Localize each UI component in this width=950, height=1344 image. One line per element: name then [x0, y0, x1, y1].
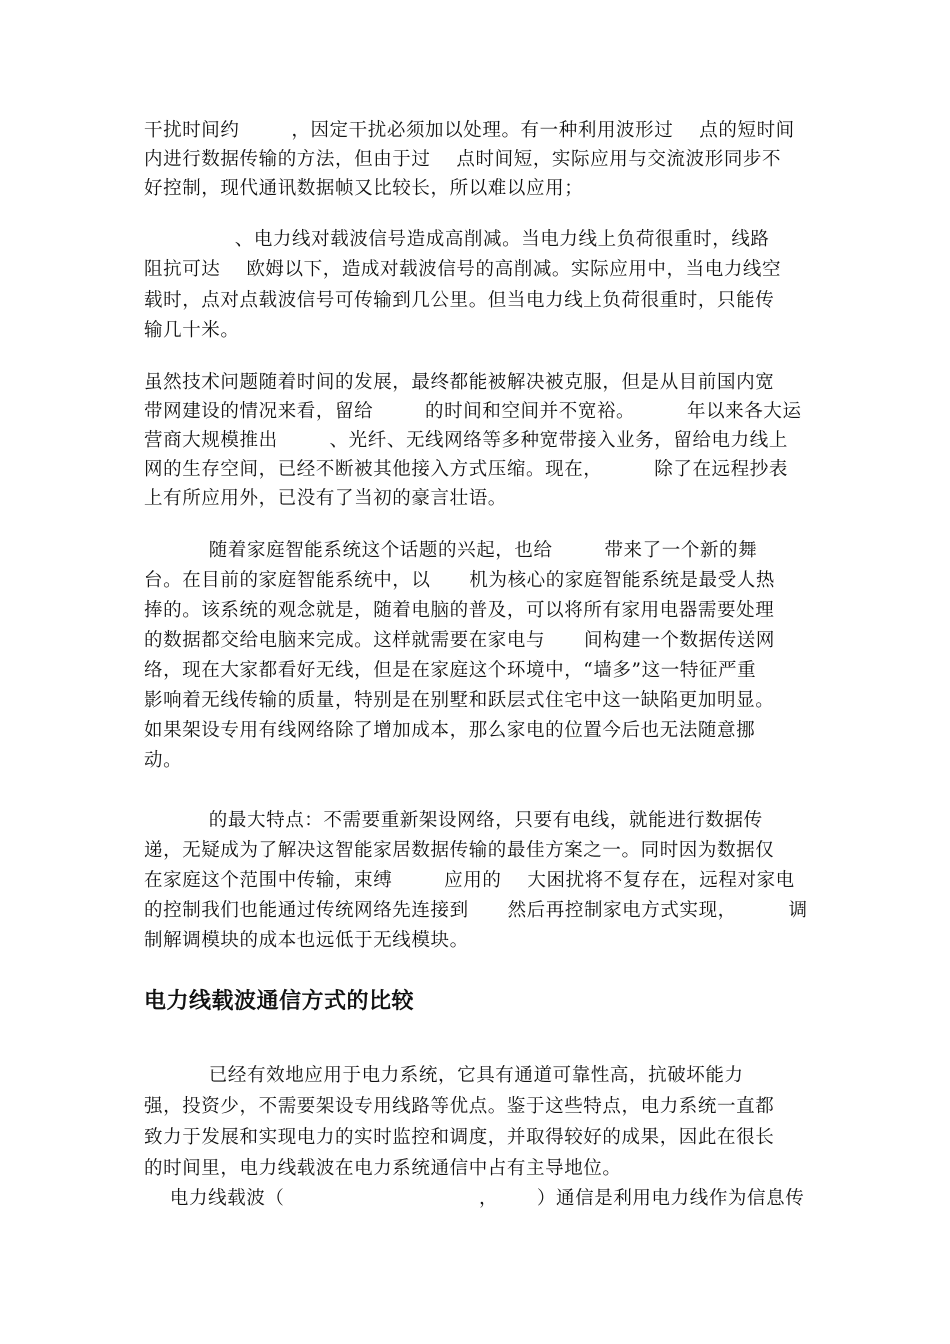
text-line: 电力线载波（ ， ）通信是利用电力线作为信息传 — [144, 1188, 805, 1209]
text-line: 的控制我们也能通过传统网络先连接到 然后再控制家电方式实现， 调 — [144, 900, 808, 921]
text-line: 强，投资少，不需要架设专用线路等优点。鉴于这些特点，电力系统一直都 — [144, 1096, 775, 1117]
text-line: 好控制，现代通讯数据帧又比较长，所以难以应用； — [144, 178, 584, 199]
text-line: 网的生存空间，已经不断被其他接入方式压缩。现在， 除了在远程抄表 — [144, 459, 788, 480]
text-line: 影响着无线传输的质量，特别是在别墅和跃层式住宅中这一缺陷更加明显。 — [144, 690, 775, 711]
text-line: 台。在目前的家庭智能系统中，以 机为核心的家庭智能系统是最受人热 — [144, 570, 775, 591]
text-line: 干扰时间约 ，因定干扰必须加以处理。有一种利用波形过 点的短时间 — [144, 120, 795, 141]
text-line: 的时间里，电力线载波在电力系统通信中占有主导地位。 — [144, 1158, 622, 1179]
text-line: 内进行数据传输的方法，但由于过 点时间短，实际应用与交流波形同步不 — [144, 149, 782, 170]
text-line: 如果架设专用有线网络除了增加成本，那么家电的位置今后也无法随意挪 — [144, 720, 756, 741]
text-line: 虽然技术问题随着时间的发展，最终都能被解决被克服，但是从目前国内宽 — [144, 372, 775, 393]
text-line: 输几十米。 — [144, 320, 240, 341]
text-line: 在家庭这个范围中传输，束缚 应用的 大困扰将不复存在，远程对家电 — [144, 870, 795, 891]
text-line: 已经有效地应用于电力系统，它具有通道可靠性高，抗破坏能力 — [144, 1065, 744, 1086]
text-line: 阻抗可达 欧姆以下，造成对载波信号的高削减。实际应用中，当电力线空 — [144, 259, 782, 280]
text-line: 递，无疑成为了解决这智能家居数据传输的最佳方案之一。同时因为数据仅 — [144, 840, 775, 861]
text-line: 随着家庭智能系统这个话题的兴起，也给 带来了一个新的舞 — [144, 540, 758, 561]
text-line: 的数据都交给电脑来完成。这样就需要在家电与 间构建一个数据传送网 — [144, 630, 775, 651]
section-heading: 电力线载波通信方式的比较 — [144, 989, 415, 1014]
text-line: 制解调模块的成本也远低于无线模块。 — [144, 930, 469, 951]
text-line: 捧的。该系统的观念就是，随着电脑的普及，可以将所有家用电器需要处理 — [144, 600, 775, 621]
text-line: 动。 — [144, 750, 183, 771]
text-line: 络，现在大家都看好无线，但是在家庭这个环境中，“墙多”这一特征严重 — [144, 660, 757, 681]
text-line: 的最大特点：不需要重新架设网络，只要有电线，就能进行数据传 — [144, 810, 763, 831]
text-line: 、电力线对载波信号造成高削减。当电力线上负荷很重时，线路 — [144, 229, 770, 250]
text-line: 载时，点对点载波信号可传输到几公里。但当电力线上负荷很重时，只能传 — [144, 290, 775, 311]
text-line: 上有所应用外，已没有了当初的豪言壮语。 — [144, 488, 507, 509]
text-line: 致力于发展和实现电力的实时监控和调度，并取得较好的成果，因此在很长 — [144, 1127, 775, 1148]
text-line: 带网建设的情况来看，留给 的时间和空间并不宽裕。 年以来各大运 — [144, 401, 802, 422]
text-line: 营商大规模推出 、光纤、无线网络等多种宽带接入业务，留给电力线上 — [144, 430, 788, 451]
